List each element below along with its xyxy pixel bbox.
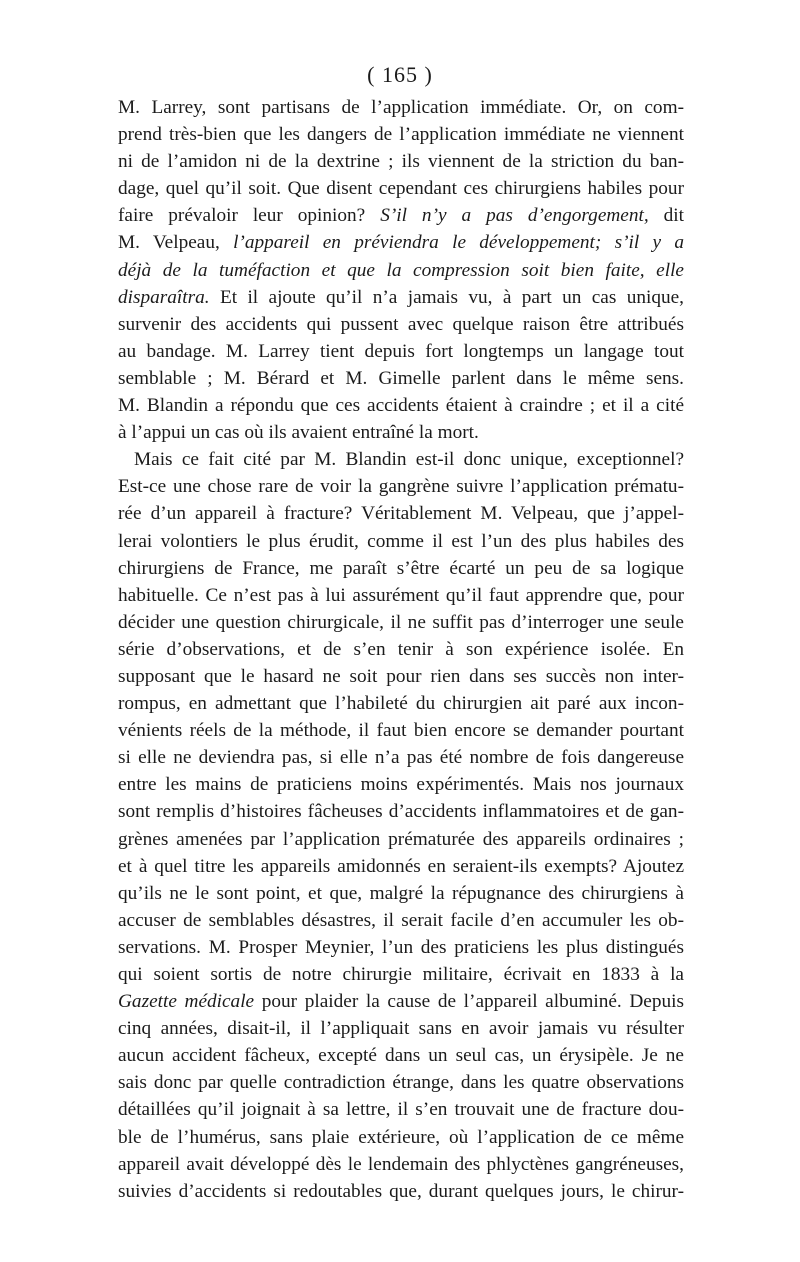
text-segment: sais donc par quelle contradiction étrange, dans les quatre observations [118,1072,684,1094]
text-line [118,392,684,419]
text-segment: M. Larrey, sont partisans de l’application immédiate. Or, on com- [118,97,684,118]
text-segment: dit [648,205,684,227]
text-line [118,717,684,744]
text-segment: qu’ils ne le sont point, et que, malgré la répugnance des chirurgiens à [118,882,684,904]
text-segment: et à quel titre les appareils amidonnés en seraient-ils exempts? Ajoutez [118,855,684,877]
text-line [118,853,684,880]
text-segment: au bandage. M. Larrey tient depuis fort longtemps un langage tout [118,340,684,362]
text-segment: aucun accident fâcheux, excepté dans un seul cas, un érysipèle. Je ne [118,1045,684,1067]
text-line [118,1124,684,1151]
text-segment: rée d’un appareil à fracture? Véritablement M. Velpeau, que j’appel- [118,503,684,525]
text-line [118,880,684,907]
text-line [118,1096,684,1123]
italic-text: Gazette médicale [118,991,255,1013]
text-segment: ni de l’amidon ni de la dextrine ; ils viennent de la striction du ban- [118,151,684,173]
text-line [118,1015,684,1042]
text-line [118,284,684,311]
text-segment: survenir des accidents qui pussent avec quelque raison être attribués [118,313,684,335]
text-line [118,988,684,1015]
text-segment: pour plaider la cause de l’appareil albuminé. Depuis [254,991,684,1013]
text-line [118,500,684,527]
text-line [118,229,684,256]
text-line [118,961,684,988]
text-segment: appareil avait développé dès le lendemain des phlyctènes gangréneuses, [118,1153,684,1175]
text-segment: faire prévaloir leur opinion? [118,205,381,227]
text-segment: entre les mains de praticiens moins expérimentés. Mais nos journaux [118,774,684,796]
text-line [118,1069,684,1096]
text-segment: chirurgiens de France, me paraît s’être écarté un peu de sa logique [118,557,684,579]
text-segment: semblable ; M. Bérard et M. Gimelle parlent dans le même sens. [118,367,684,389]
text-line [118,771,684,798]
text-line [118,365,684,392]
text-line [118,257,684,284]
text-segment: Mais ce fait cité par M. Blandin est-il donc unique, exceptionnel? [134,449,684,471]
text-segment: Et il ajoute qu’il n’a jamais vu, à part un cas unique, [209,286,684,308]
text-line [118,744,684,771]
text-line [118,338,684,365]
body-text [118,94,684,1205]
text-segment: suivies d’accidents si redoutables que, durant quelques jours, le chirur- [118,1180,684,1202]
text-line [118,934,684,961]
italic-text: disparaîtra. [118,286,210,308]
text-line [118,555,684,582]
text-segment: accuser de semblables désastres, il serait facile d’en accumuler les ob- [118,909,684,931]
text-segment: si elle ne deviendra pas, si elle n’a pas été nombre de fois dangereuse [118,747,684,769]
text-segment: lerai volontiers le plus érudit, comme il est l’un des plus habiles des [118,530,684,552]
text-segment: grènes amenées par l’application prématurée des appareils ordinaires ; [118,828,684,850]
text-line [118,148,684,175]
text-segment: cinq années, disait-il, il l’appliquait sans en avoir jamais vu résulter [118,1018,684,1040]
page-number-header: ( 165 ) [367,62,433,87]
text-line [118,636,684,663]
text-segment: habituelle. Ce n’est pas à lui assurément qu’il faut apprendre que, pour [118,584,684,606]
text-line [118,311,684,338]
text-line [118,609,684,636]
text-segment: rompus, en admettant que l’habileté du chirurgien ait paré aux incon- [118,693,684,715]
text-segment: décider une question chirurgicale, il ne suffit pas d’interroger une seule [118,611,684,633]
text-segment: qui soient sortis de notre chirurgie militaire, écrivait en 1833 à la [118,964,684,985]
text-segment: série d’observations, et de s’en tenir à son expérience isolée. En [118,638,684,660]
italic-text: déjà de la tuméfaction et que la compression soit bien faite, elle [118,259,684,281]
text-line [118,202,684,229]
text-segment: M. Blandin a répondu que ces accidents étaient à craindre ; et il a cité [118,395,684,417]
text-line [118,690,684,717]
text-segment: vénients réels de la méthode, il faut bien encore se demander pourtant [118,720,684,742]
text-line [118,528,684,555]
text-line [118,798,684,825]
text-line [118,1042,684,1069]
text-segment: servations. M. Prosper Meynier, l’un des praticiens les plus distingués [118,936,684,958]
text-segment: ble de l’humérus, sans plaie extérieure, où l’application de ce même [118,1126,684,1148]
text-line [118,473,684,500]
text-line [118,826,684,853]
text-segment: supposant que le hasard ne soit pour rien dans ses succès non inter- [118,665,684,687]
italic-text: l’appareil en préviendra le développement; s’il y a [233,232,684,254]
text-segment: à l’appui un cas où ils avaient entraîné la mort. [118,422,479,444]
text-segment: M. Velpeau, [118,232,234,254]
text-line [118,121,684,148]
text-segment: détaillées qu’il joignait à sa lettre, il s’en trouvait une de fracture dou- [118,1099,684,1121]
text-segment: Est-ce une chose rare de voir la gangrène suivre l’application prématu- [118,476,684,498]
text-line [118,175,684,202]
italic-text: S’il n’y a pas d’engorgement, [380,205,649,227]
text-segment: dage, quel qu’il soit. Que disent cependant ces chirurgiens habiles pour [118,178,684,200]
text-line [118,446,684,473]
text-line [118,94,684,121]
text-line [118,663,684,690]
text-segment: prend très-bien que les dangers de l’application immédiate ne viennent [118,124,684,146]
text-line [118,582,684,609]
text-line [118,1151,684,1178]
text-line [118,907,684,934]
text-segment: sont remplis d’histoires fâcheuses d’accidents inflammatoires et de gan- [118,801,684,823]
text-line [118,1178,684,1205]
text-line [118,419,684,446]
